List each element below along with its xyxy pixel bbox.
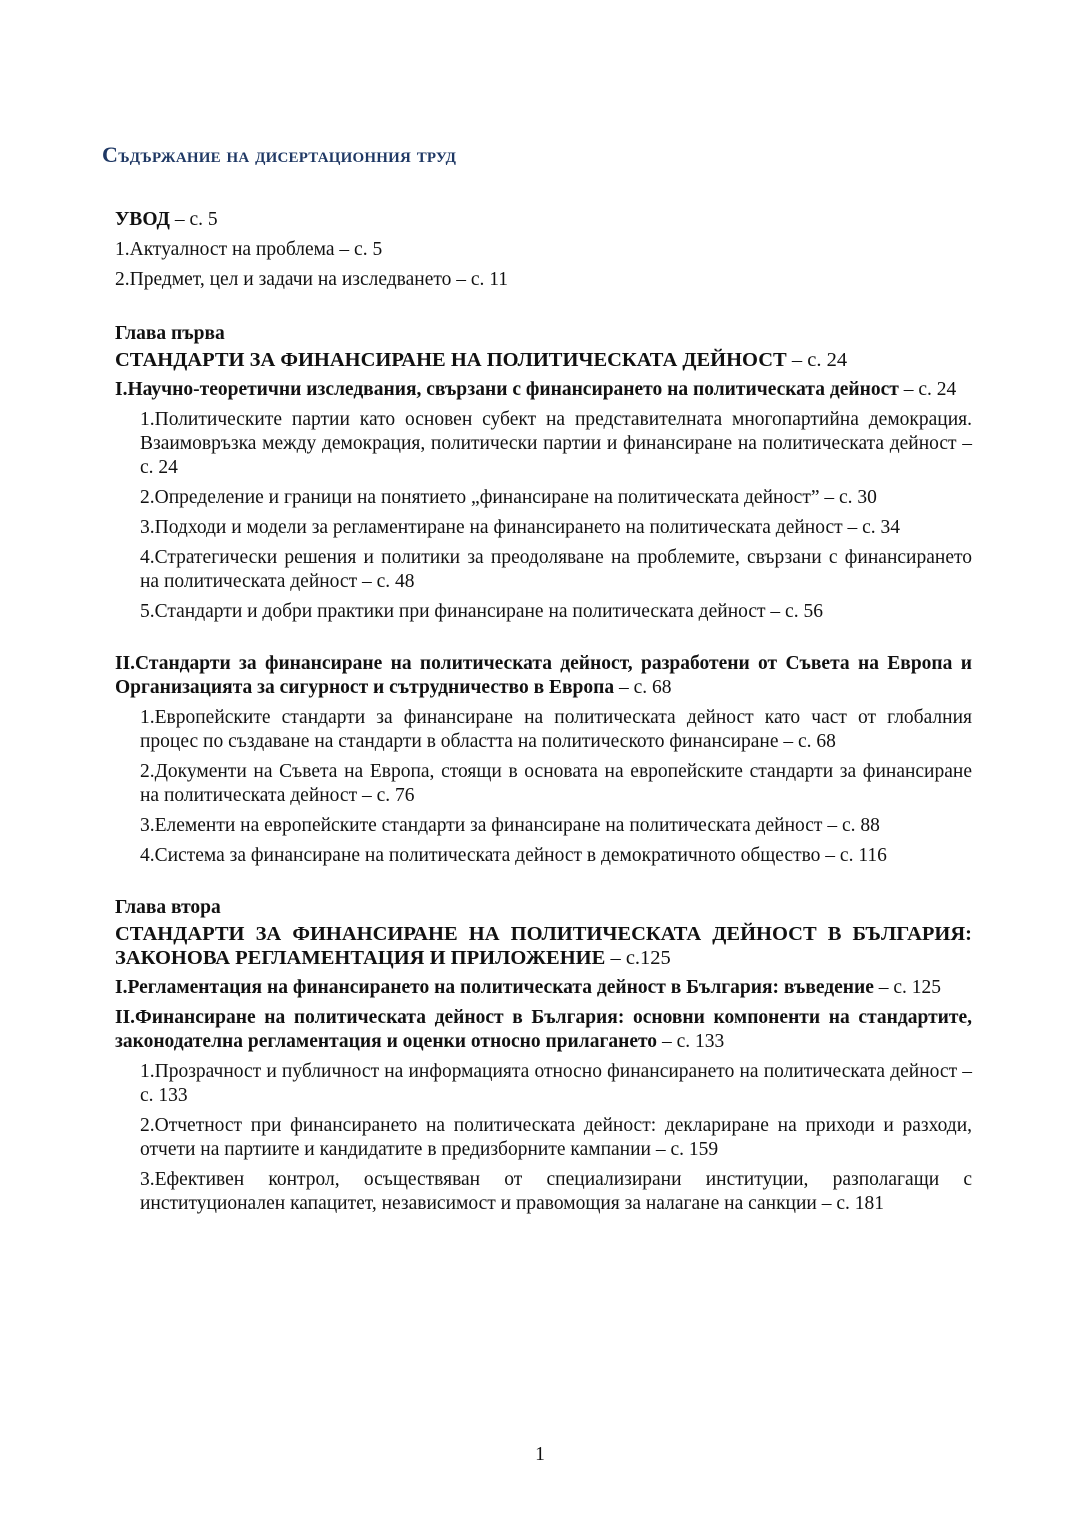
chapter1-section2-title: II.Стандарти за финансиране на политическата дейност, разработени от Съвета на Европа и Организацията за сигурност и сътрудничество в Европа <box>115 653 972 698</box>
chapter1-title-entry <box>115 348 972 372</box>
toc-item: 3.Ефективен контрол, осъществяван от специализирани институции, разполагащи с институционален капацитет, независимост и правомощия за налагане на санкции – с. 181 <box>140 1169 972 1214</box>
chapter2-section2-entry <box>115 1006 972 1054</box>
toc-item: 1.Прозрачност и публичност на информацията относно финансирането на политическата дейност – с. 133 <box>140 1061 972 1106</box>
chapter2-section1-entry <box>115 976 972 1000</box>
chapter1-title: СТАНДАРТИ ЗА ФИНАНСИРАНЕ НА ПОЛИТИЧЕСКАТА ДЕЙНОСТ <box>115 349 787 371</box>
chapter2-label: Глава втора <box>115 897 221 918</box>
chapter1-section1-entry <box>115 378 972 402</box>
page-title: Съдържание на дисертационния труд <box>102 142 457 167</box>
chapter2-section1-page: – с. 125 <box>873 977 942 998</box>
intro-item: 1.Актуалност на проблема – с. 5 <box>115 239 383 260</box>
page-number: 1 <box>535 1444 545 1465</box>
chapter1-section2-entry <box>115 652 972 700</box>
chapter2-section1-title: I.Регламентация на финансирането на политическата дейност в България: въведение <box>115 977 874 998</box>
intro-heading: УВОД <box>115 209 170 230</box>
toc-item: 2.Документи на Съвета на Европа, стоящи в основата на европейските стандарти за финансиране на политическата дейност – с. 76 <box>140 761 972 806</box>
toc-item: 4.Стратегически решения и политики за преодоляване на проблемите, свързани с финансирането на политическата дейност – с. 48 <box>140 547 972 592</box>
chapter2-title-entry <box>115 922 972 970</box>
chapter1-section1-page: – с. 24 <box>898 379 957 400</box>
chapter2-section2-page: – с. 133 <box>657 1031 725 1052</box>
toc-item: 5.Стандарти и добри практики при финансиране на политическата дейност – с. 56 <box>140 601 823 622</box>
chapter1-section2-page: – с. 68 <box>614 677 672 698</box>
chapter1-label: Глава първа <box>115 323 225 344</box>
toc-item: 2.Определение и граници на понятието „финансиране на политическата дейност” – с. 30 <box>140 487 877 508</box>
chapter1-section1-title: I.Научно-теоретични изследвания, свързани с финансирането на политическата дейност <box>115 379 899 400</box>
table-of-contents <box>115 208 972 1222</box>
toc-item: 1.Политическите партии като основен субект на представителната многопартийна демокрация. Взаимовръзка между демокрация, политически партии и финансиране на политическата дейност – с. 24 <box>140 409 972 478</box>
chapter2-title: СТАНДАРТИ ЗА ФИНАНСИРАНЕ НА ПОЛИТИЧЕСКАТА ДЕЙНОСТ В БЪЛГАРИЯ: ЗАКОНОВА РЕГЛАМЕНТАЦИЯ И ПРИЛОЖЕНИЕ <box>115 923 972 969</box>
intro-item: 2.Предмет, цел и задачи на изследването – с. 11 <box>115 269 509 290</box>
toc-item: 1.Европейските стандарти за финансиране на политическата дейност като част от глобалния процес по създаване на стандарти в областта на политическото финансиране – с. 68 <box>140 707 972 752</box>
intro-entry <box>115 208 972 232</box>
chapter2-page: – с.125 <box>605 947 671 969</box>
intro-page: – с. 5 <box>169 209 218 230</box>
chapter2-section2-title: II.Финансиране на политическата дейност в България: основни компоненти на стандартите, законодателна регламентация и оценки относно прилагането <box>115 1007 972 1052</box>
chapter1-page: – с. 24 <box>786 349 848 371</box>
toc-item: 3.Подходи и модели за регламентиране на финансирането на политическата дейност – с. 34 <box>140 517 901 538</box>
toc-item: 3.Елементи на европейските стандарти за финансиране на политическата дейност – с. 88 <box>140 815 880 836</box>
toc-item: 4.Система за финансиране на политическата дейност в демократичното общество – с. 116 <box>140 845 887 866</box>
toc-item: 2.Отчетност при финансирането на политическата дейност: деклариране на приходи и разходи, отчети на партиите и кандидатите в предизборните кампании – с. 159 <box>140 1115 972 1160</box>
